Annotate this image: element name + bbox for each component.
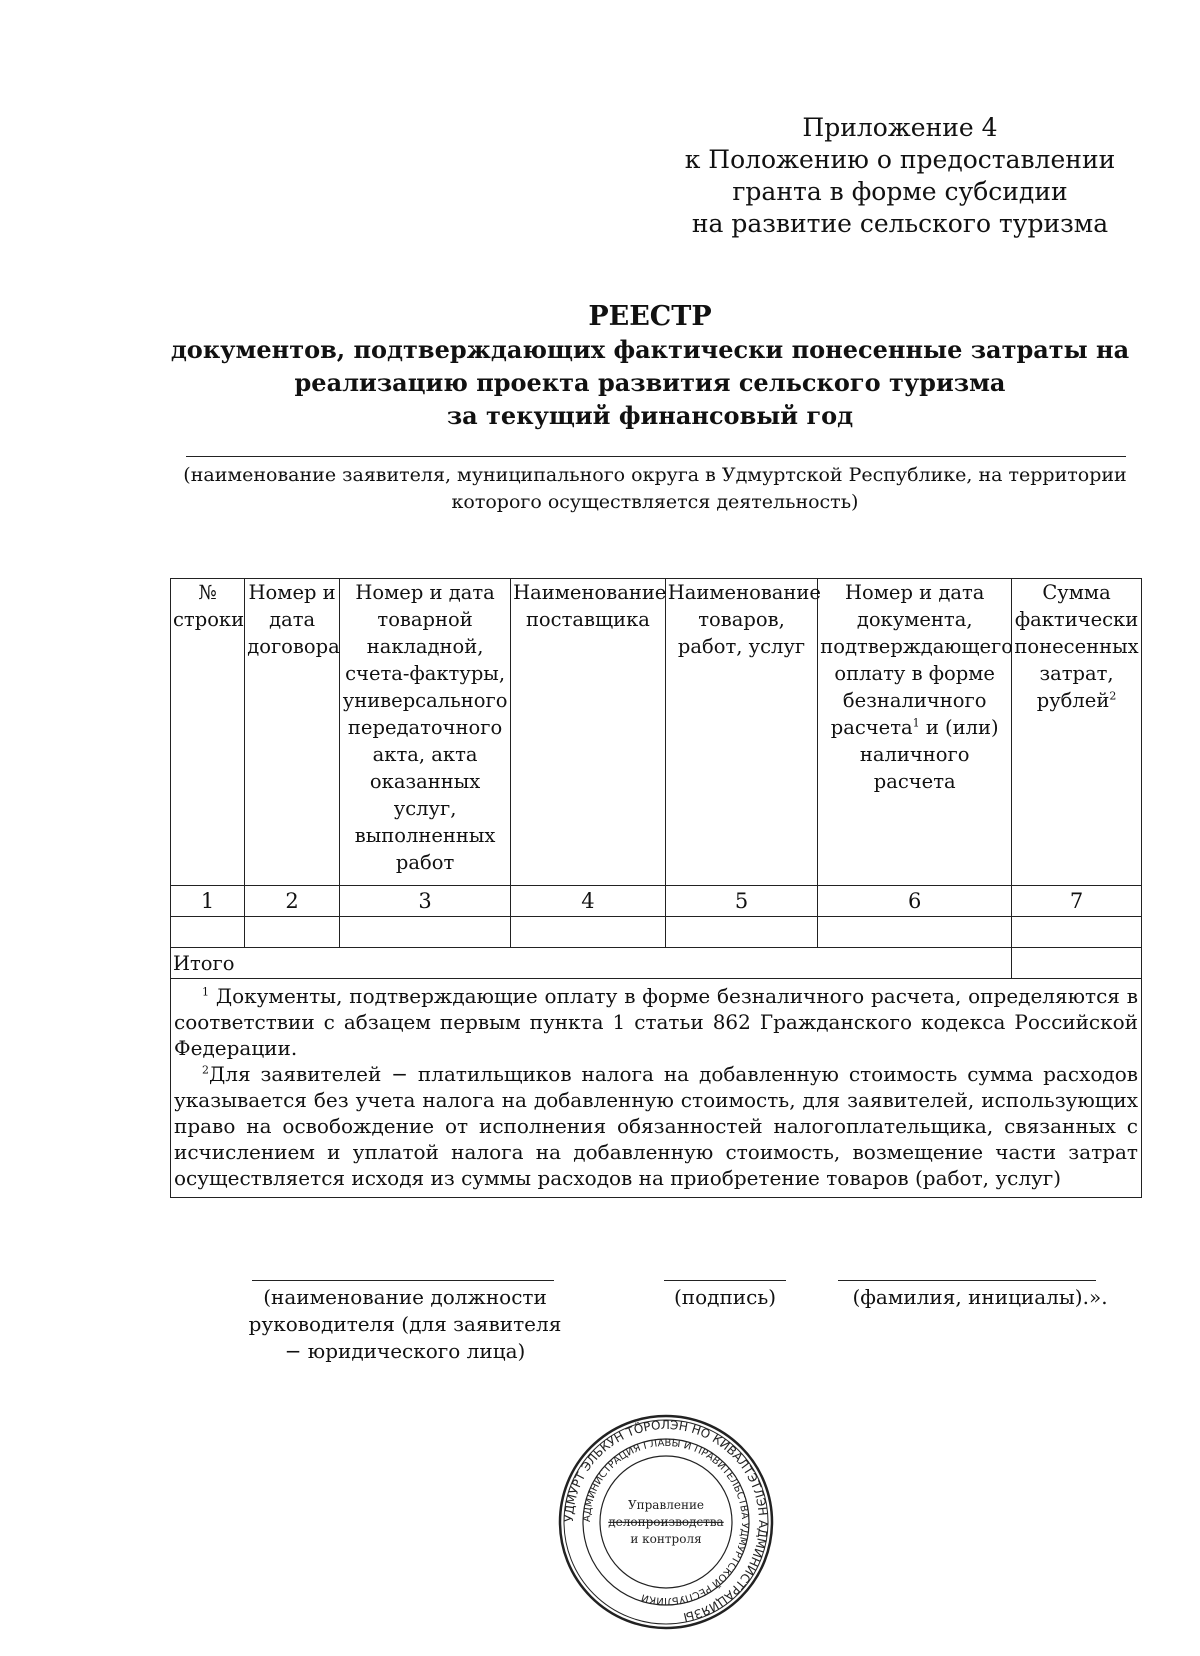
appendix-line: гранта в форме субсидии (732, 177, 1068, 206)
column-number: 5 (665, 886, 818, 917)
empty-cell (665, 917, 818, 948)
position-fill-line (252, 1280, 554, 1281)
column-number: 3 (340, 886, 511, 917)
footnote-2-marker: 2 (202, 1063, 209, 1077)
header-cell-contract: Номер и дата договора (245, 579, 340, 886)
footnote-ref-2: 2 (1109, 689, 1117, 703)
header-payment-text: Номер и дата документа, подтверждающего оплату в форме безналичного расчета (820, 581, 1014, 739)
document-title (160, 300, 1140, 432)
total-row (171, 948, 1142, 979)
empty-cell (340, 917, 511, 948)
title-line: реализацию проекта развития сельского туризма (294, 368, 1006, 397)
footnotes-row (171, 979, 1142, 1198)
empty-cell (1012, 917, 1142, 948)
footnote-1 (174, 983, 1138, 1061)
signature-caption: (подпись) (673, 1285, 777, 1309)
empty-cell (245, 917, 340, 948)
table-row-empty (171, 917, 1142, 948)
header-cell-goods: Наименование товаров, работ, услуг (665, 579, 818, 886)
stamp-center-line: и контроля (630, 1532, 702, 1546)
column-number: 7 (1012, 886, 1142, 917)
total-label: Итого (171, 948, 1012, 979)
footnote-1-marker: 1 (202, 985, 209, 999)
title-reestr: РЕЕСТР (588, 301, 712, 332)
footnote-1-text: Документы, подтверждающие оплату в форме безналичного расчета, определяются в соответствии с абзацем первым пункта 1 статьи 862 Гражданского кодекса Российской Федерации. (174, 984, 1138, 1060)
footnote-2-text: Для заявителей − платильщиков налога на добавленную стоимость сумма расходов указывается без учета налога на добавленную стоимость, для заявителей, использующих право на освобождение от исполнения обязанностей налогоплательщика, связанных с исчислением и уплатой налога на добавленную стоимость, возмещение части затрат осуществляется исходя из суммы расходов на приобретение товаров (работ, услуг) (174, 1062, 1138, 1190)
stamp-center-line: делопроизводства (608, 1515, 724, 1529)
appendix-line: на развитие сельского туризма (691, 209, 1109, 238)
header-amount-text: Сумма фактически понесенных затрат, рублей (1014, 581, 1139, 712)
appendix-header (640, 112, 1160, 240)
footnote-2 (174, 1061, 1138, 1191)
appendix-line: Приложение 4 (802, 113, 998, 142)
signature-fill-line (664, 1280, 786, 1281)
name-fill-line (838, 1280, 1096, 1281)
appendix-line: к Положению о предоставлении (684, 145, 1116, 174)
column-number: 1 (171, 886, 245, 917)
column-number: 2 (245, 886, 340, 917)
column-number-row (171, 886, 1142, 917)
name-caption: (фамилия, инициалы).». (852, 1285, 1108, 1309)
position-caption: (наименование должности руководителя (для заявителя − юридического лица) (248, 1285, 562, 1363)
header-cell-supplier: Наименование поставщика (511, 579, 666, 886)
empty-cell (171, 917, 245, 948)
title-line: за текущий финансовый год (446, 401, 854, 430)
applicant-caption: (наименование заявителя, муниципального округа в Удмуртской Республике, на территории которого осуществляется деятельность) (183, 464, 1127, 513)
title-line: документов, подтверждающих фактически понесенные затраты на (170, 335, 1130, 364)
header-cell-amount (1012, 579, 1142, 886)
header-payment-tail: и (или) наличного расчета (859, 716, 999, 793)
official-stamp (557, 1413, 775, 1631)
empty-cell (511, 917, 666, 948)
footnotes-cell (171, 979, 1142, 1198)
stamp-center-line: Управление (627, 1498, 705, 1512)
column-number: 6 (818, 886, 1012, 917)
total-value (1012, 948, 1142, 979)
footnote-ref-1: 1 (912, 716, 920, 730)
header-cell-row-number: № строки (171, 579, 245, 886)
column-number: 4 (511, 886, 666, 917)
table-header-row (171, 579, 1142, 886)
header-cell-payment-doc (818, 579, 1012, 886)
empty-cell (818, 917, 1012, 948)
register-table (170, 578, 1142, 1198)
stamp-inner-text: АДМИНИСТРАЦИЯ ГЛАВЫ И ПРАВИТЕЛЬСТВА УДМУРТСКОЙ РЕСПУБЛИКИ (581, 1437, 751, 1607)
header-cell-invoice: Номер и дата товарной накладной, счета-фактуры, универсального передаточного акта, акта оказанных услуг, выполненных работ (340, 579, 511, 886)
stamp-outer-text: УДМУРТ ЭЛЬКУН ТӦРОЛЭН НО КИВАЛТЭТЛЭН АДМИНИСТРАЦИЯЗЫ (561, 1417, 771, 1625)
applicant-fill-line (186, 456, 1126, 457)
